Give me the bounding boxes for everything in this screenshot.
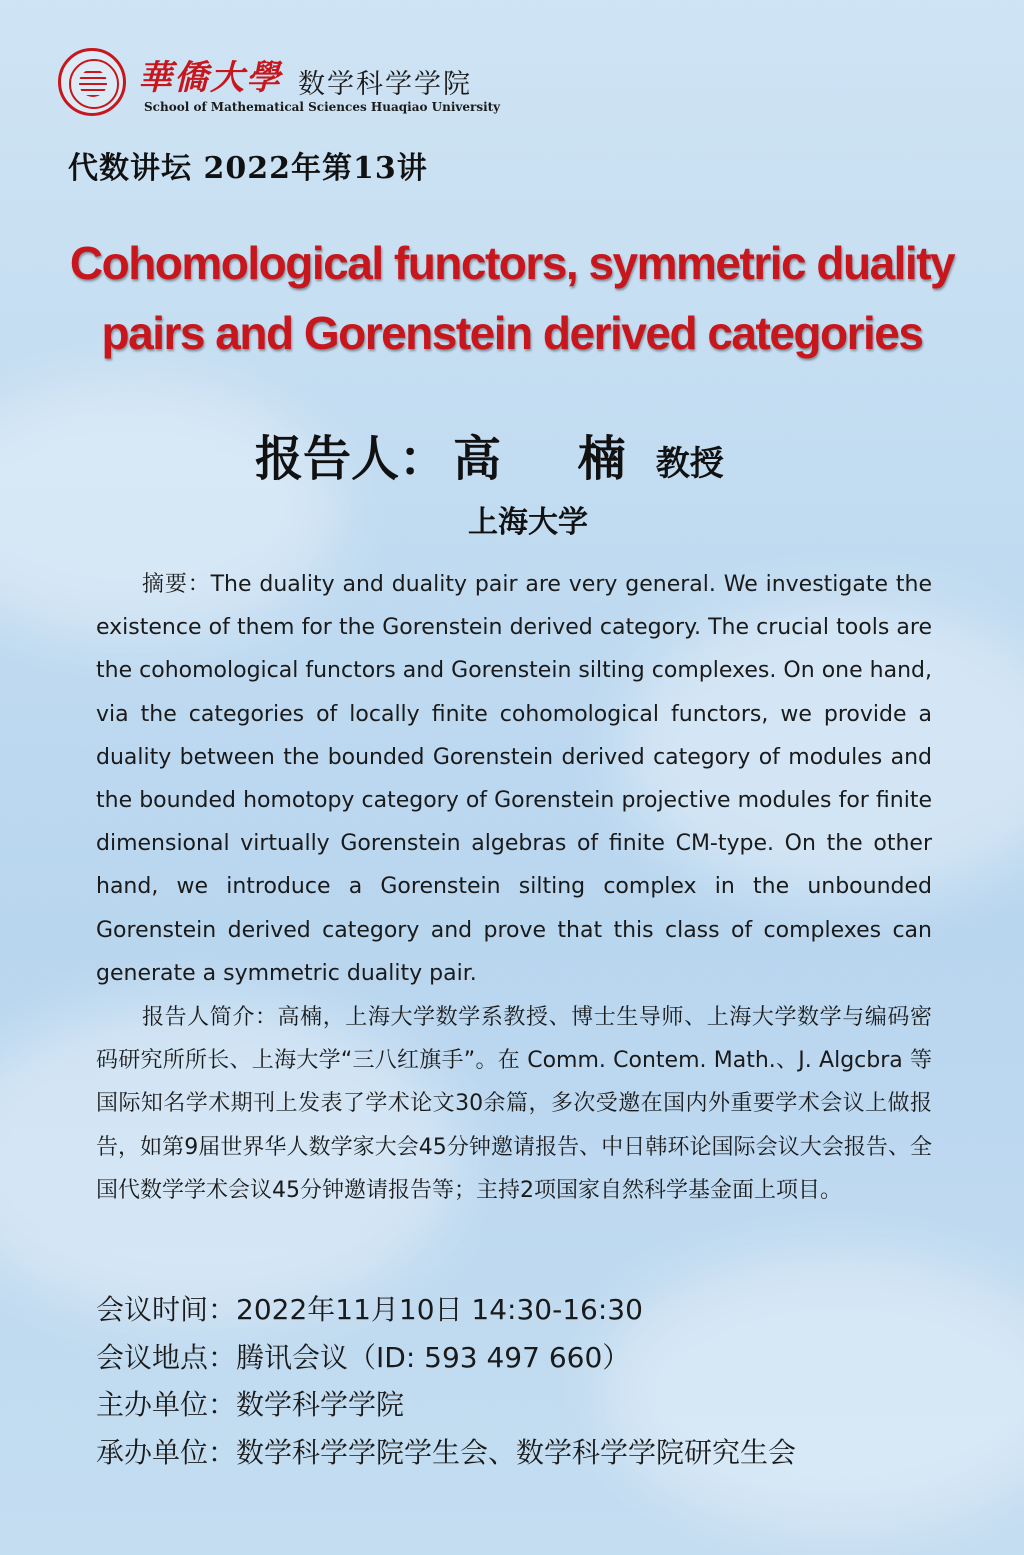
talk-title-line2: pairs and Gorenstein derived categories (101, 307, 923, 359)
header (58, 48, 518, 118)
speaker (255, 420, 724, 489)
meeting-time: 会议时间：2022年11月10日 14:30-16:30 (96, 1293, 643, 1326)
speaker-name: 高 楠 (453, 431, 656, 487)
huaqiao-university-seal-icon (58, 48, 126, 116)
lecture-series: 代数讲坛 2022年第13讲 (68, 151, 428, 186)
abstract (96, 563, 932, 995)
meeting-info (96, 1286, 956, 1476)
speaker-label: 报告人： (255, 431, 448, 487)
meeting-host: 主办单位：数学科学学院 (96, 1388, 405, 1421)
abstract-text: 摘要：The duality and duality pair are very general. We investigate the existence of them for the Gorenstein derived category. The crucial tools are the cohomological functors and Gorenstein silting complexes. On one hand, via the categories of locally finite cohomological functors, we provide a duality between the bounded Gorenstein derived category of modules and the bounded homotopy category of Gorenstein projective modules for finite dimensional virtually Gorenstein algebras of finite CM-type. On the other hand, we introduce a Gorenstein silting complex in the unbounded Gorenstein derived category and prove that this class of complexes can generate a symmetric duality pair. (96, 572, 932, 986)
meeting-organizer: 承办单位：数学科学学院学生会、数学科学学院研究生会 (96, 1435, 797, 1469)
speaker-affiliation: 上海大学 (468, 505, 588, 540)
university-name-cn: 華僑大學 (138, 58, 282, 98)
speaker-bio-text: 报告人简介：高楠，上海大学数学系教授、博士生导师、上海大学数学与编码密码研究所所长、上海大学“三八红旗手”。在 Comm. Contem. Math.、J. Algcbra 等国际知名学术期刊上发表了学术论文30余篇，多次受邀在国内外重要学术会议上做报告，如第9届世界华人数学家大会45分钟邀请报告、中日韩环论国际会议大会报告、全国代数学学术会议45分钟邀请报告等；主持2项国家自然科学基金面上项目。 (96, 1005, 932, 1203)
talk-title (0, 228, 1024, 368)
talk-title-line1: Cohomological functors, symmetric duality (69, 237, 955, 289)
school-name-cn: 数学科学学院 (298, 69, 472, 100)
speaker-bio (96, 996, 932, 1212)
school-name-en: School of Mathematical Sciences Huaqiao University (144, 100, 501, 114)
speaker-title: 教授 (655, 444, 724, 484)
meeting-place: 会议地点：腾讯会议（ID: 593 497 660） (96, 1340, 631, 1374)
